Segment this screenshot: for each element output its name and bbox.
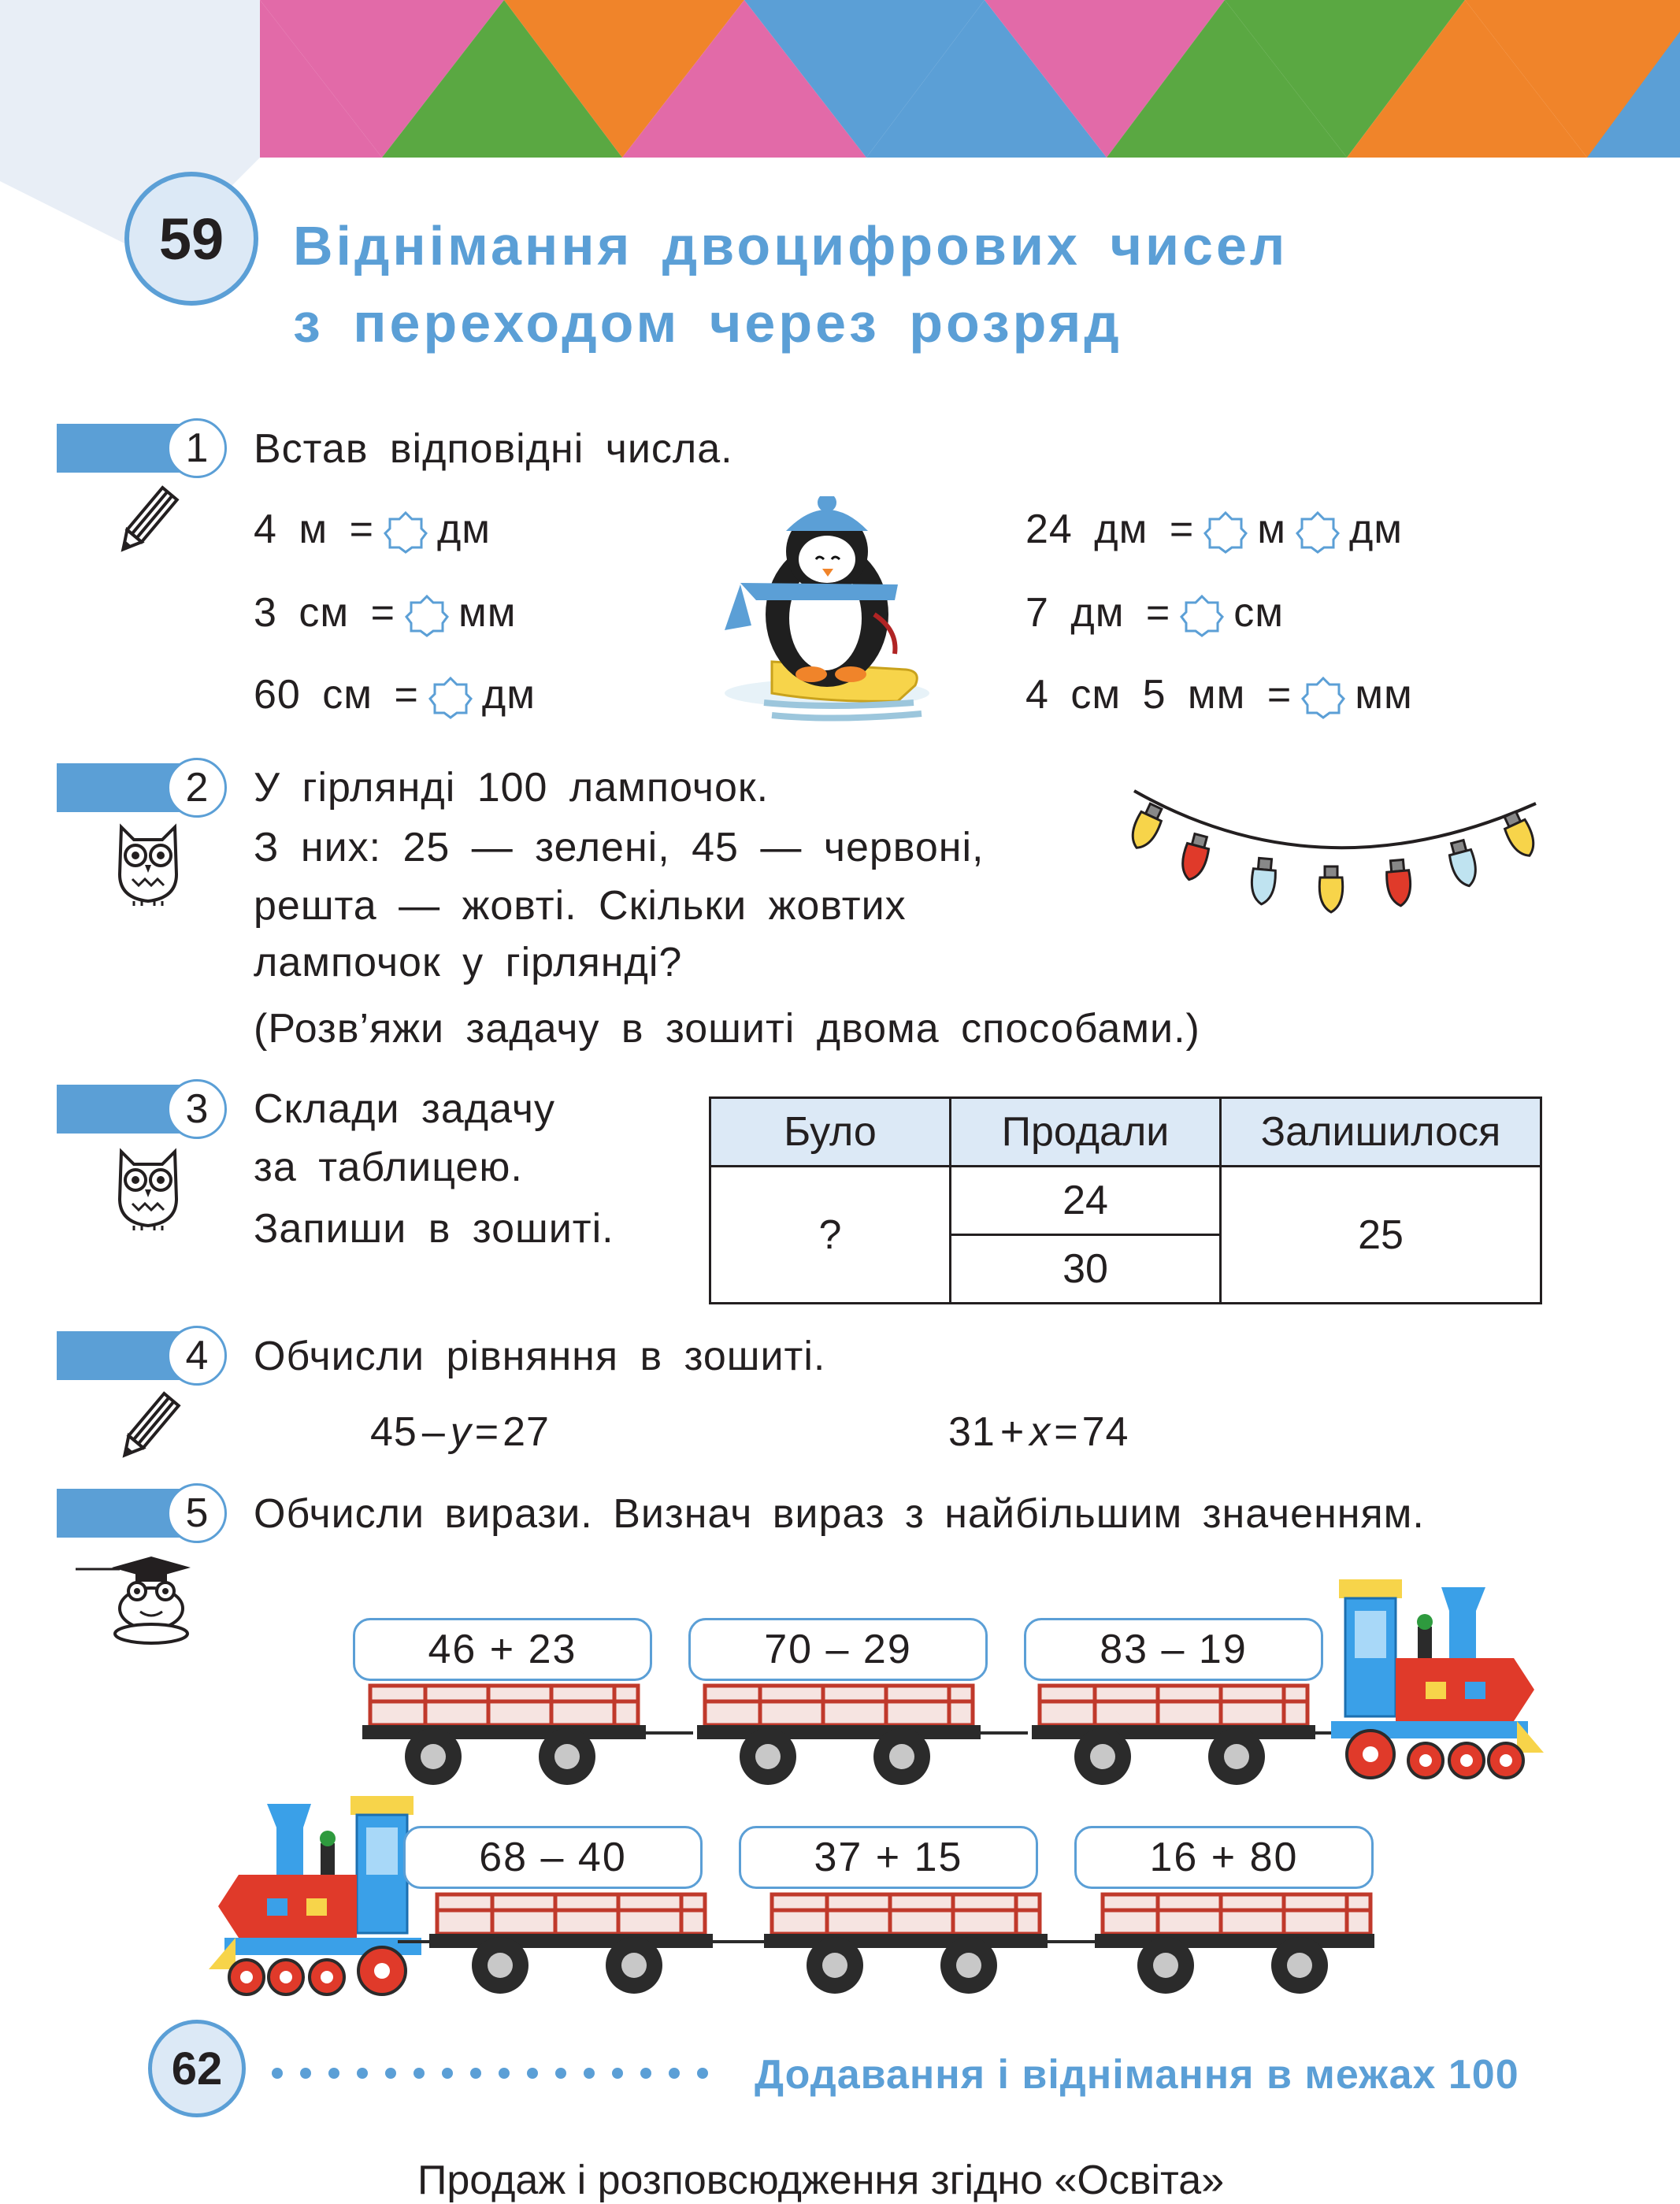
answer-blank-icon[interactable] xyxy=(405,593,449,637)
lesson-title-line1: Віднімання двоцифрових чисел xyxy=(293,215,1289,276)
expr-left: 24 дм = xyxy=(1025,506,1195,552)
column-header: Було xyxy=(710,1098,951,1167)
owl-icon xyxy=(110,1144,186,1232)
column-header: Залишилося xyxy=(1221,1098,1541,1167)
table-cell: ? xyxy=(710,1167,951,1304)
footer-dots xyxy=(269,2065,718,2081)
task-1-right-row-1 xyxy=(1025,506,1403,554)
task-2-line-1: У гірлянді 100 лампочок. xyxy=(254,765,770,811)
task-3-line-3: Запиши в зошиті. xyxy=(254,1206,614,1252)
unit: см xyxy=(1233,590,1285,636)
task-4-instruction: Обчисли рівняння в зошиті. xyxy=(254,1334,826,1379)
answer-blank-icon[interactable] xyxy=(1180,593,1224,637)
answer-blank-icon[interactable] xyxy=(1296,510,1340,554)
task-2-line-3: решта — жовті. Скільки жовтих xyxy=(254,883,907,929)
lesson-number: 59 xyxy=(124,172,258,306)
equation-2: 31 + x=74 xyxy=(948,1409,1129,1455)
owl-icon xyxy=(110,819,186,907)
pencil-icon xyxy=(107,482,186,561)
task-2-line-4: лампочок у гірлянді? xyxy=(254,940,683,985)
task-1-instruction: Встав відповідні числа. xyxy=(254,426,733,472)
task-1-right-row-2 xyxy=(1025,589,1284,637)
unit: мм xyxy=(458,590,517,636)
expr-left: 4 см 5 мм = xyxy=(1025,672,1292,718)
data-table xyxy=(709,1096,1542,1304)
unit: дм xyxy=(481,672,536,718)
expression-box[interactable]: 70 – 29 xyxy=(688,1618,988,1681)
task-1-left-row-1 xyxy=(254,506,491,554)
task-1-left-row-3 xyxy=(254,671,536,719)
expression-box[interactable]: 37 + 15 xyxy=(739,1826,1038,1889)
task-1-number: 1 xyxy=(167,418,227,478)
table-cell: 30 xyxy=(951,1235,1221,1304)
answer-blank-icon[interactable] xyxy=(428,675,473,719)
task-1-right-row-3 xyxy=(1025,671,1413,719)
answer-blank-icon[interactable] xyxy=(384,510,428,554)
task-4-number: 4 xyxy=(167,1326,227,1386)
column-header: Продали xyxy=(951,1098,1221,1167)
expr-left: 3 см = xyxy=(254,590,395,636)
expression-box[interactable]: 68 – 40 xyxy=(403,1826,703,1889)
answer-blank-icon[interactable] xyxy=(1203,510,1248,554)
expression-box[interactable]: 46 + 23 xyxy=(353,1618,652,1681)
table-cell: 24 xyxy=(951,1167,1221,1235)
locomotive-icon xyxy=(1331,1571,1544,1784)
unit: дм xyxy=(1348,506,1404,552)
table-cell: 25 xyxy=(1221,1167,1541,1304)
task-1-left-row-2 xyxy=(254,589,516,637)
expression-box[interactable]: 16 + 80 xyxy=(1074,1826,1374,1889)
unit: дм xyxy=(436,506,491,552)
expr-left: 7 дм = xyxy=(1025,590,1171,636)
bottom-note: Продаж і розповсюдження згідно «Освіта» xyxy=(417,2158,1225,2203)
unit: мм xyxy=(1355,672,1413,718)
frog-graduate-icon xyxy=(72,1552,191,1646)
task-3-line-2: за таблицею. xyxy=(254,1145,523,1190)
task-2-line-2: З них: 25 — зелені, 45 — червоні, xyxy=(254,825,985,870)
unit: м xyxy=(1257,506,1286,552)
page-number: 62 xyxy=(148,2020,246,2117)
expr-left: 60 см = xyxy=(254,672,419,718)
pencil-icon xyxy=(109,1388,187,1467)
task-3-number: 3 xyxy=(167,1079,227,1139)
task-5-instruction: Обчисли вирази. Визнач вираз з найбільшим значенням. xyxy=(254,1491,1425,1537)
table-row xyxy=(710,1167,1541,1235)
expr-left: 4 м = xyxy=(254,506,374,552)
answer-blank-icon[interactable] xyxy=(1301,675,1345,719)
lesson-title-line2: з переходом через розряд xyxy=(293,292,1122,354)
task-2-number: 2 xyxy=(167,758,227,818)
task-3-line-1: Склади задачу xyxy=(254,1086,555,1132)
train-2-wagons xyxy=(398,1887,1374,1997)
garland-icon xyxy=(1103,780,1544,961)
section-title: Додавання і віднімання в межах 100 xyxy=(755,2052,1519,2098)
task-5-number: 5 xyxy=(167,1483,227,1543)
expression-box[interactable]: 83 – 19 xyxy=(1024,1618,1323,1681)
table-header-row xyxy=(710,1098,1541,1167)
penguin-sled-icon xyxy=(709,496,953,725)
locomotive-icon xyxy=(209,1788,421,2001)
equation-1: 45 – y=27 xyxy=(370,1409,550,1455)
task-2-line-5: (Розв’яжи задачу в зошиті двома способами.) xyxy=(254,1006,1200,1052)
